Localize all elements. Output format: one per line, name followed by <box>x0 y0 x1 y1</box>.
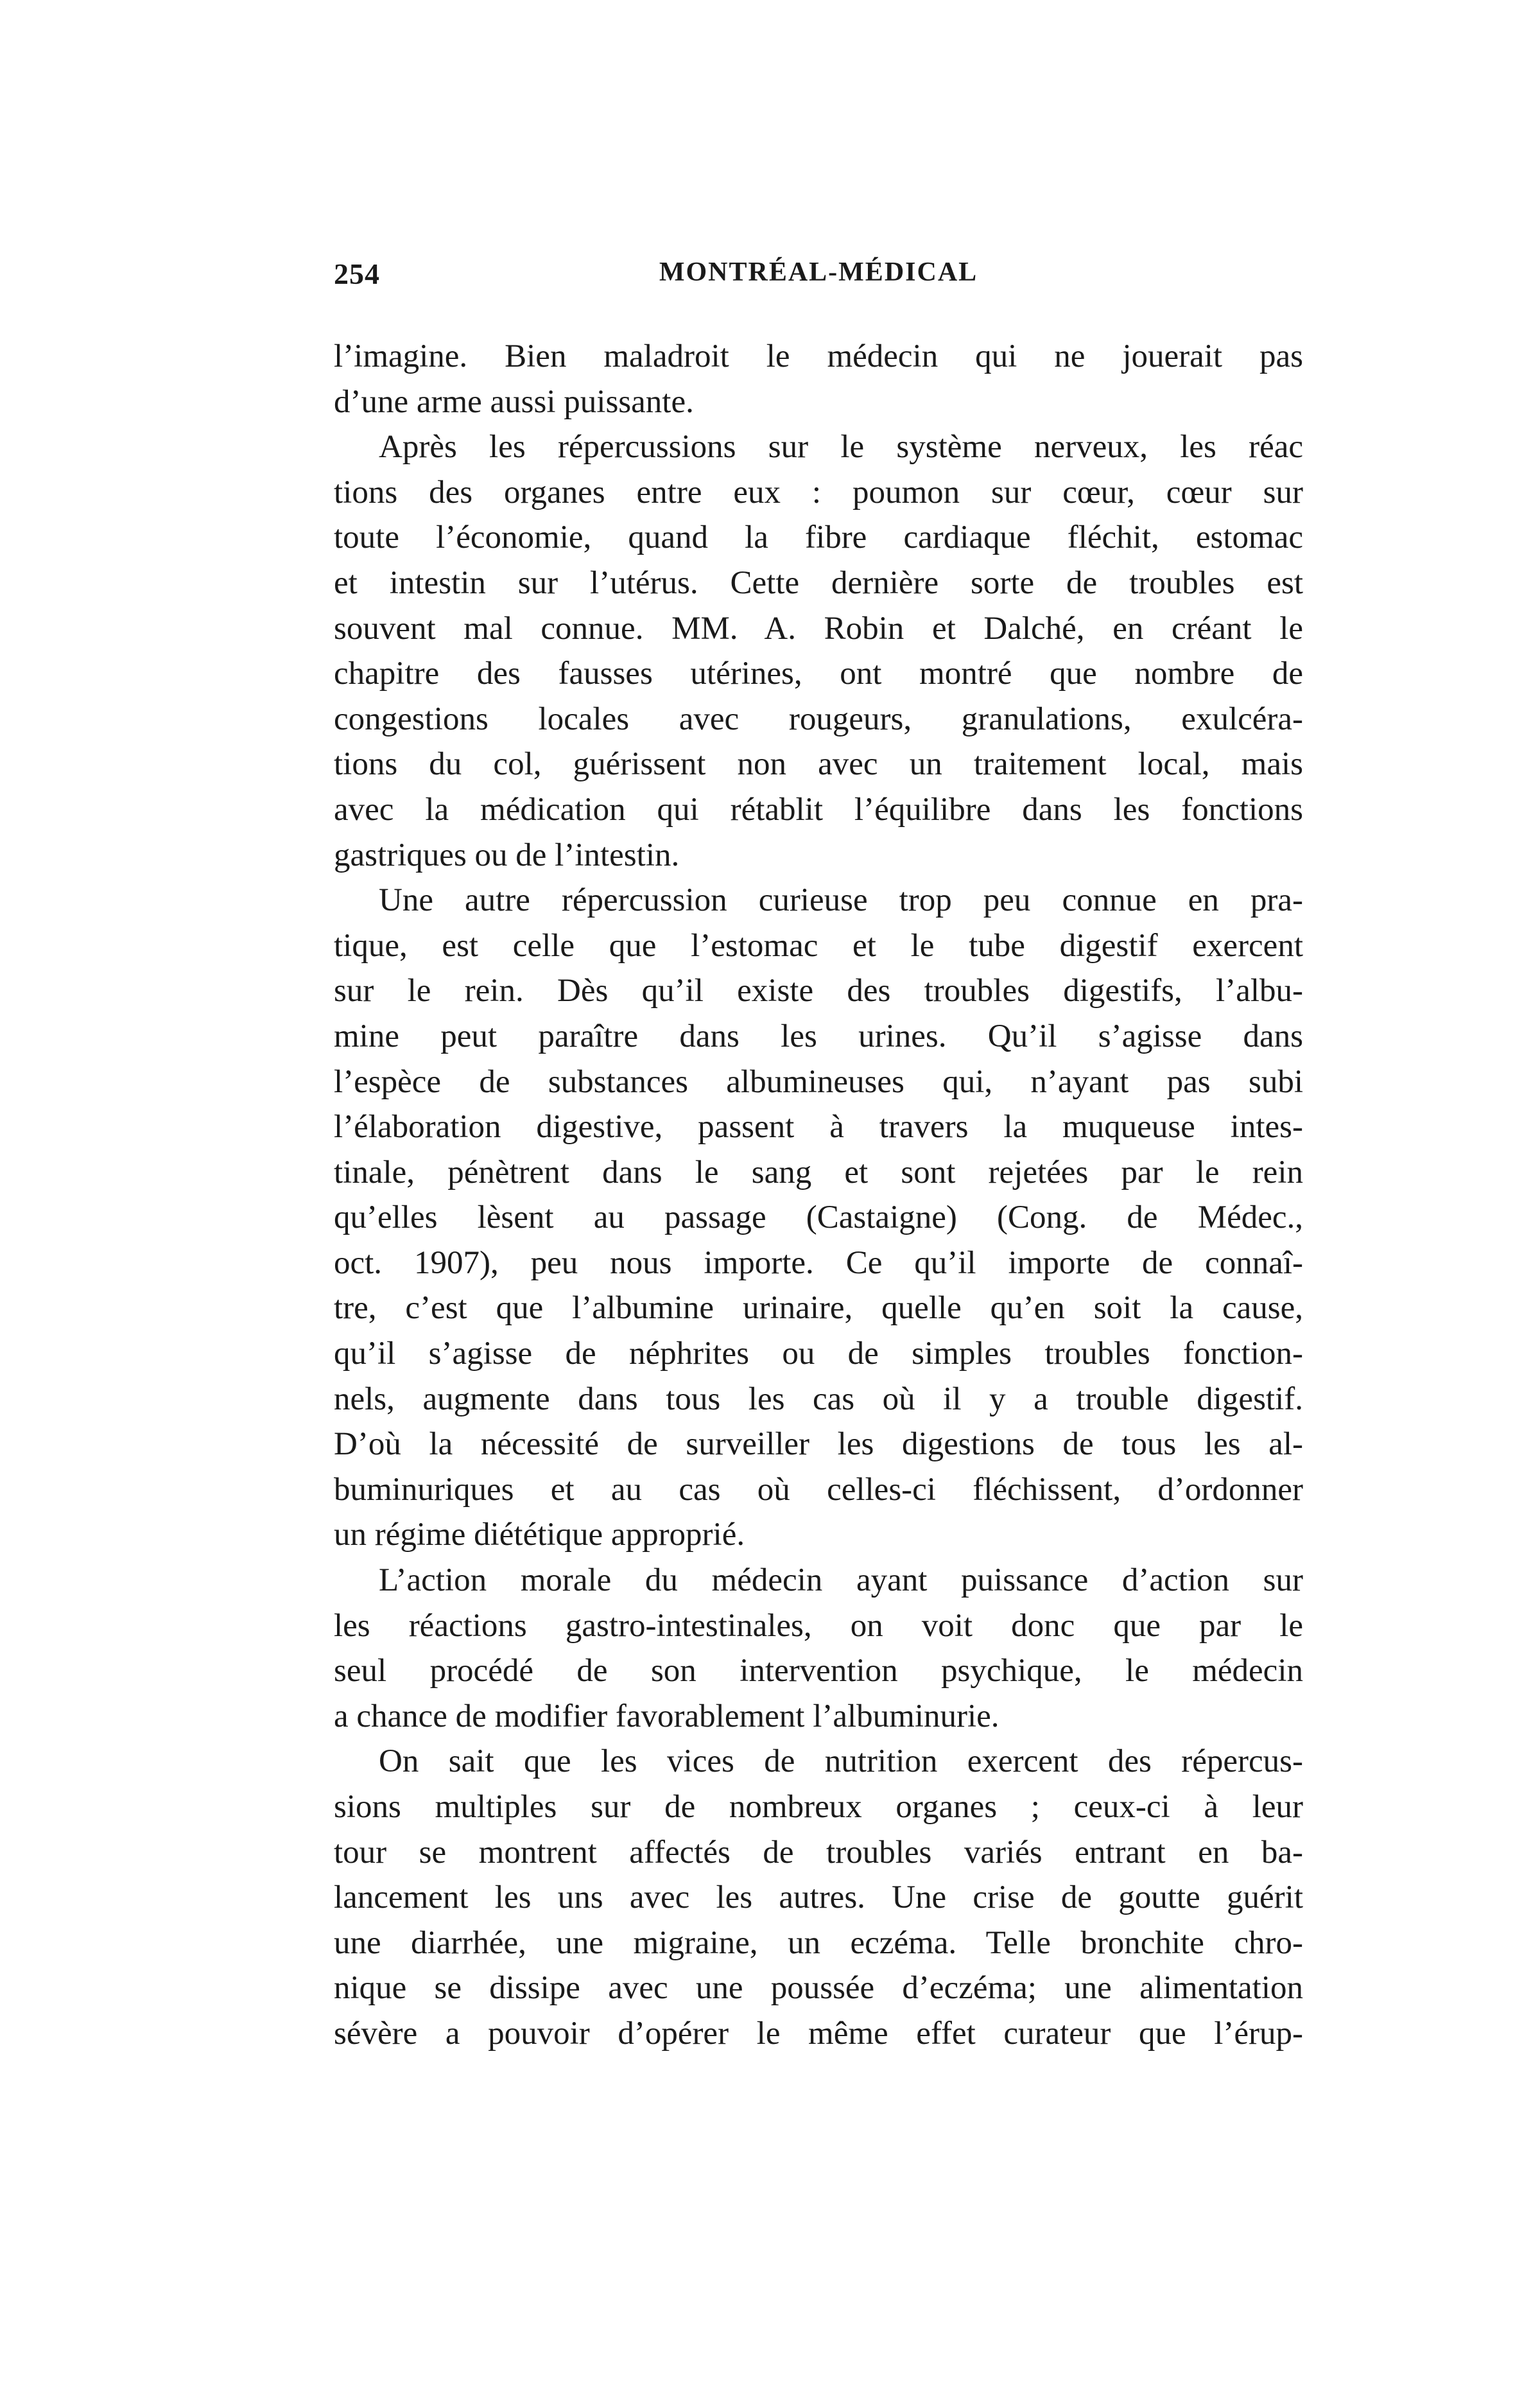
text-line: tions du col, guérissent non avec un traitement local, mais <box>334 746 1303 783</box>
text-line: avec la médication qui rétablit l’équilibre dans les fonctions <box>334 791 1303 828</box>
text-line: tour se montrent affectés de troubles variés entrant en ba- <box>334 1834 1303 1870</box>
text-line: toute l’économie, quand la fibre cardiaque fléchit, estomac <box>334 519 1303 556</box>
text-line: Une autre répercussion curieuse trop peu connue en pra- <box>379 882 1303 919</box>
text-line: sévère a pouvoir d’opérer le même effet curateur que l’érup- <box>334 2015 1303 2052</box>
paragraph <box>334 878 1303 1558</box>
text-line: congestions locales avec rougeurs, granulations, exulcéra- <box>334 701 1303 737</box>
text-line: tions des organes entre eux : poumon sur cœur, cœur sur <box>334 474 1303 510</box>
body-text <box>334 334 1303 2057</box>
text-line: et intestin sur l’utérus. Cette dernière sorte de troubles est <box>334 564 1303 601</box>
text-line: l’imagine. Bien maladroit le médecin qui ne jouerait pas <box>334 338 1303 374</box>
journal-title: MONTRÉAL-MÉDICAL <box>659 257 978 287</box>
paragraph <box>334 334 1303 424</box>
text-line: une diarrhée, une migraine, un eczéma. Telle bronchite chro- <box>334 1924 1303 1961</box>
text-line: d’une arme aussi puissante. <box>334 383 694 420</box>
text-line: gastriques ou de l’intestin. <box>334 837 680 873</box>
paragraph <box>334 1739 1303 2056</box>
text-line: sions multiples sur de nombreux organes ; ceux-ci à leur <box>334 1789 1303 1825</box>
text-line: D’où la nécessité de surveiller les digestions de tous les al- <box>334 1426 1303 1463</box>
text-line: tique, est celle que l’estomac et le tube digestif exercent <box>334 927 1303 964</box>
text-line: oct. 1907), peu nous importe. Ce qu’il importe de connaî- <box>334 1244 1303 1281</box>
text-line: l’espèce de substances albumineuses qui, n’ayant pas subi <box>334 1063 1303 1100</box>
text-line: seul procédé de son intervention psychique, le médecin <box>334 1653 1303 1689</box>
paragraph <box>334 1558 1303 1739</box>
text-line: souvent mal connue. MM. A. Robin et Dalché, en créant le <box>334 610 1303 647</box>
text-line: qu’elles lèsent au passage (Castaigne) (Cong. de Médec., <box>334 1199 1303 1236</box>
text-line: Après les répercussions sur le système nerveux, les réac <box>379 429 1303 466</box>
text-line: qu’il s’agisse de néphrites ou de simples troubles fonction- <box>334 1336 1303 1372</box>
running-head <box>334 257 1303 295</box>
text-line: On sait que les vices de nutrition exercent des répercus- <box>379 1743 1303 1780</box>
text-line: un régime diététique approprié. <box>334 1517 745 1553</box>
text-line: buminuriques et au cas où celles-ci fléchissent, d’ordonner <box>334 1471 1303 1508</box>
page-number: 254 <box>334 257 380 290</box>
text-line: les réactions gastro-intestinales, on voit donc que par le <box>334 1607 1303 1644</box>
text-line: l’élaboration digestive, passent à travers la muqueuse intes- <box>334 1109 1303 1146</box>
paragraph <box>334 424 1303 878</box>
text-line: tre, c’est que l’albumine urinaire, quelle qu’en soit la cause, <box>334 1290 1303 1327</box>
text-line: tinale, pénètrent dans le sang et sont rejetées par le rein <box>334 1154 1303 1190</box>
text-line: nels, augmente dans tous les cas où il y a trouble digestif. <box>334 1381 1303 1417</box>
text-line: mine peut paraître dans les urines. Qu’il s’agisse dans <box>334 1018 1303 1054</box>
text-line: lancement les uns avec les autres. Une crise de goutte guérit <box>334 1879 1303 1916</box>
text-line: nique se dissipe avec une poussée d’eczéma; une alimentation <box>334 1970 1303 2007</box>
text-line: chapitre des fausses utérines, ont montré que nombre de <box>334 656 1303 692</box>
text-line: L’action morale du médecin ayant puissance d’action sur <box>379 1562 1303 1599</box>
text-line: a chance de modifier favorablement l’albuminurie. <box>334 1698 999 1734</box>
text-line: sur le rein. Dès qu’il existe des troubles digestifs, l’albu- <box>334 973 1303 1009</box>
